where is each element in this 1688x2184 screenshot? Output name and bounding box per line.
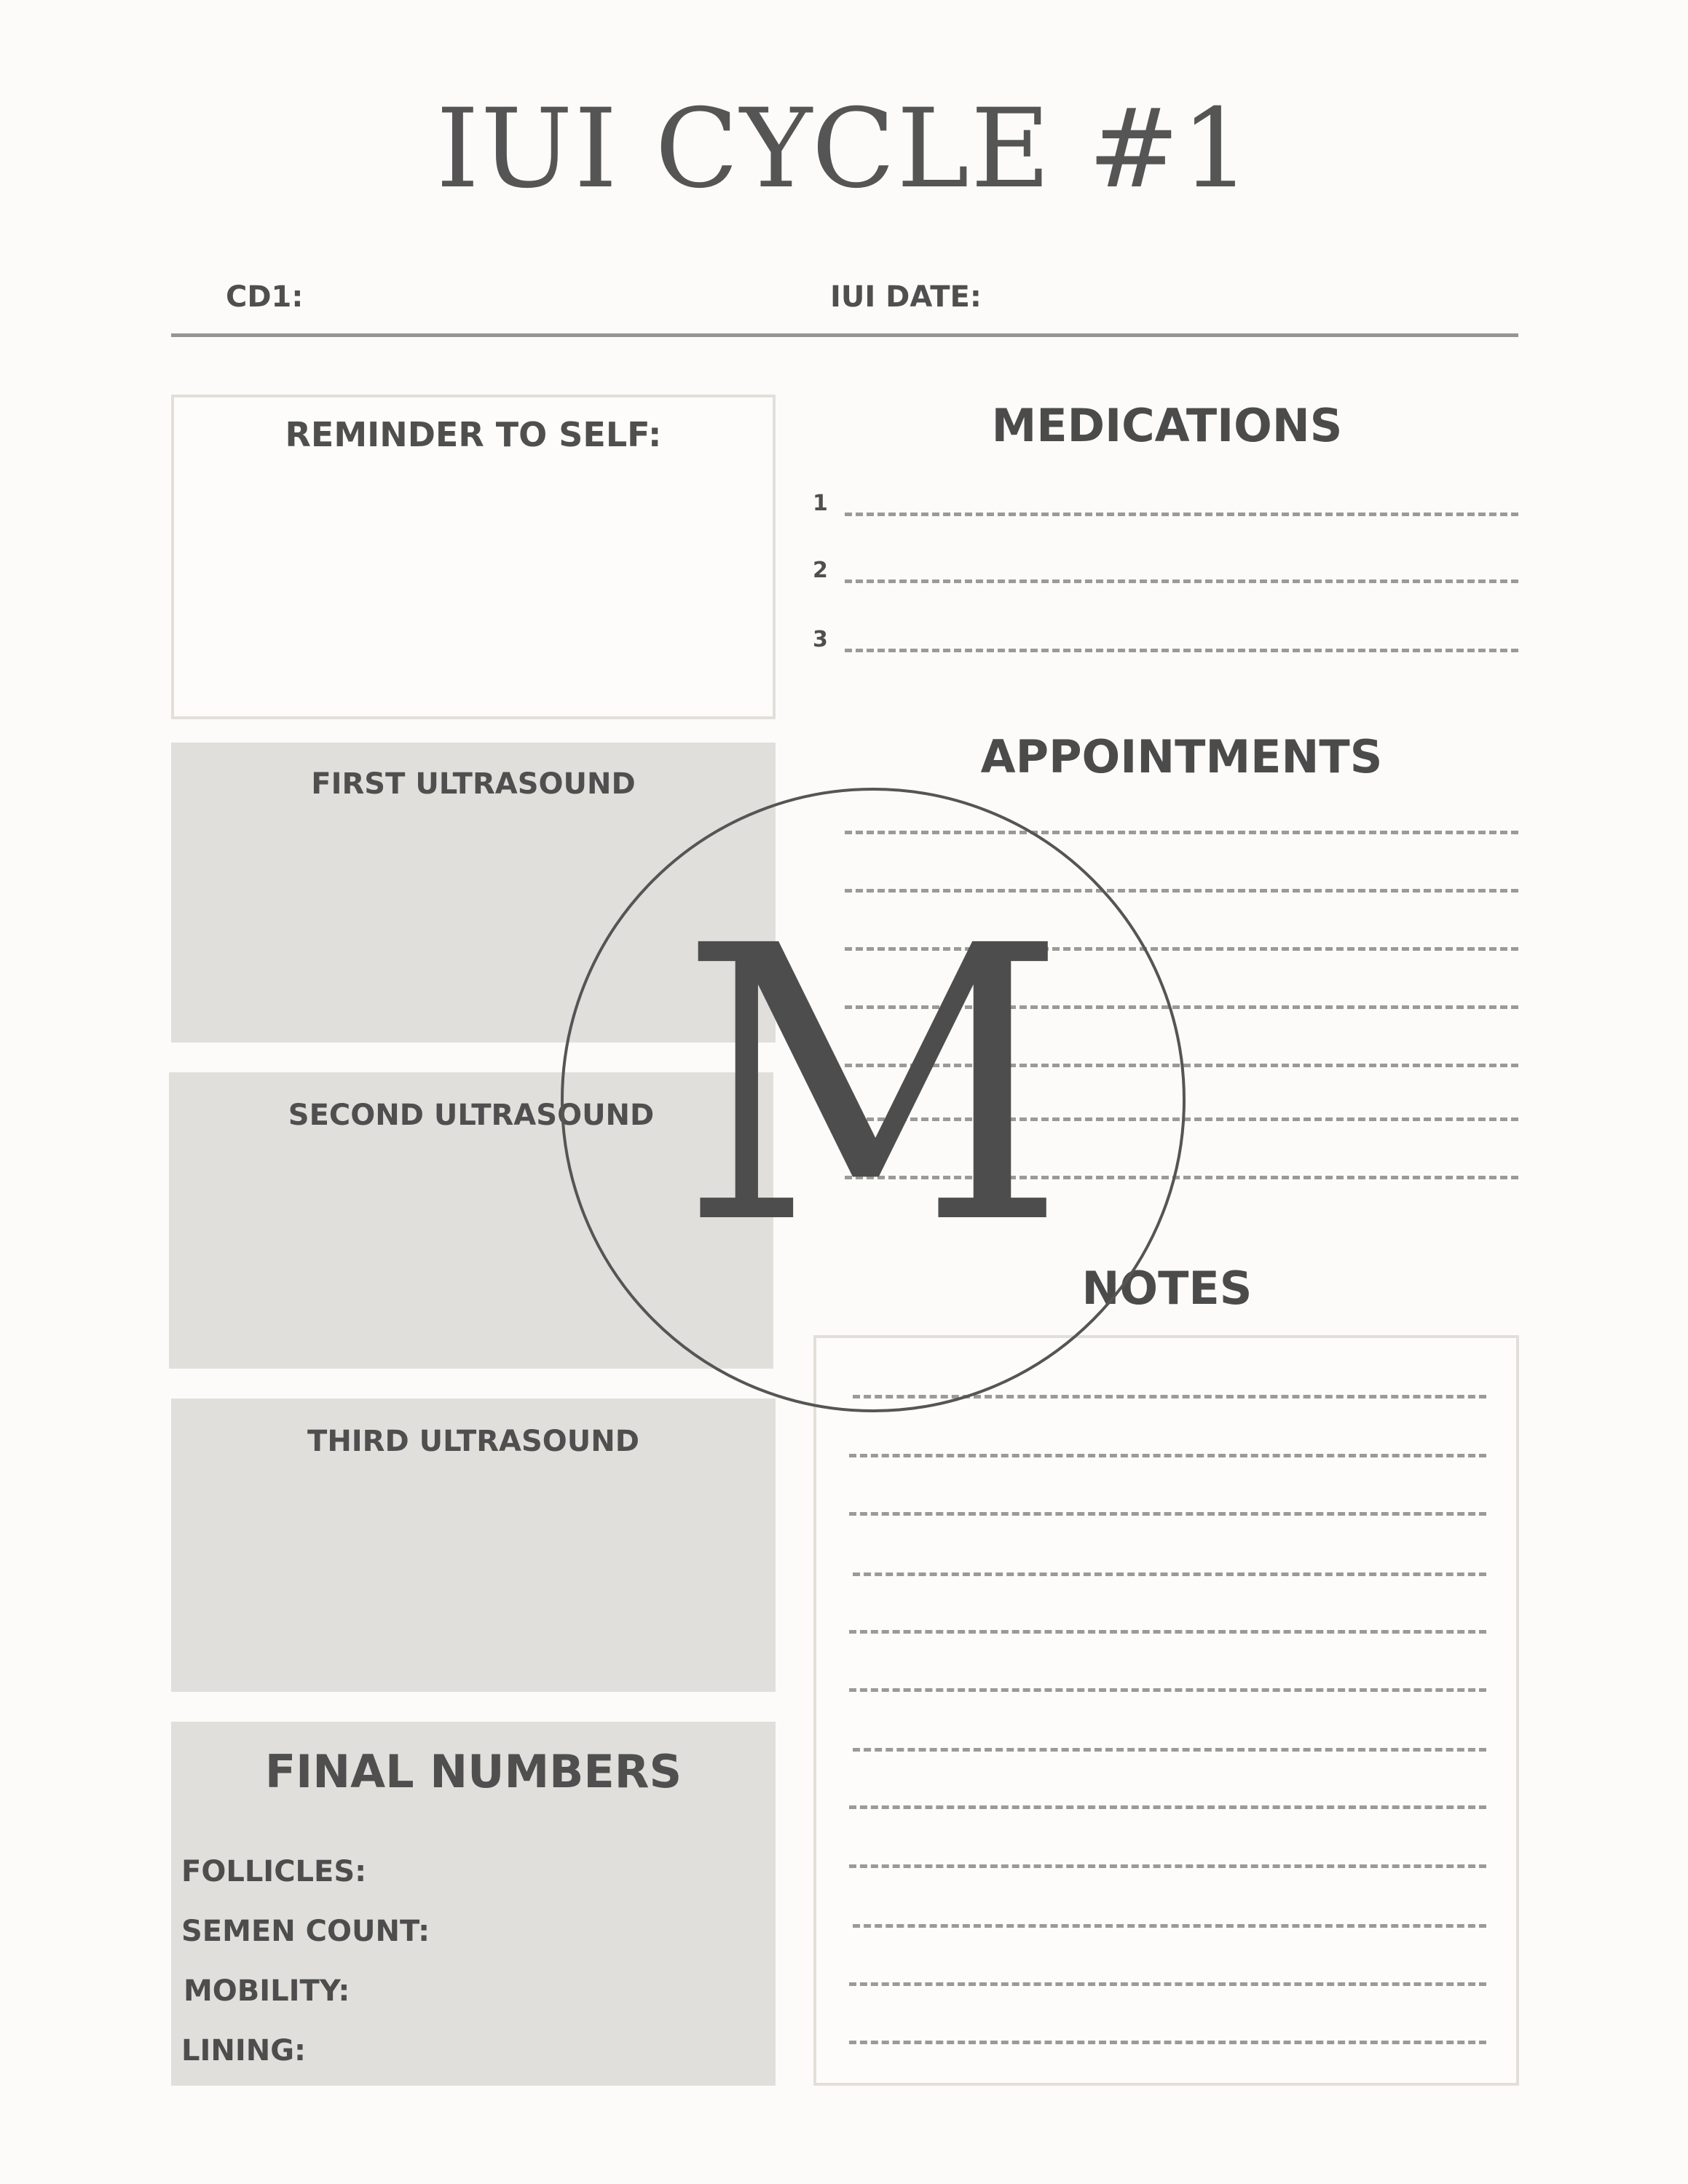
first-ultrasound-title: FIRST ULTRASOUND: [311, 767, 636, 801]
medication-line[interactable]: [845, 513, 1518, 516]
notes-line[interactable]: [849, 1630, 1486, 1634]
iui-date-label: IUI DATE:: [830, 280, 982, 314]
notes-line[interactable]: [853, 1572, 1486, 1576]
semen-count-label: SEMEN COUNT:: [181, 1915, 430, 1948]
notes-box[interactable]: [813, 1335, 1519, 2086]
medication-number: 2: [813, 558, 828, 583]
page-title: IUI CYCLE #1: [435, 86, 1253, 213]
notes-line[interactable]: [849, 1864, 1486, 1868]
notes-line[interactable]: [849, 1512, 1486, 1516]
third-ultrasound-box[interactable]: [171, 1398, 776, 1692]
reminder-title: REMINDER TO SELF:: [285, 415, 662, 454]
notes-line[interactable]: [849, 1688, 1486, 1692]
notes-line[interactable]: [849, 1454, 1486, 1457]
reminder-box[interactable]: [171, 395, 776, 719]
notes-title: NOTES: [1081, 1262, 1253, 1315]
medication-line[interactable]: [845, 649, 1518, 652]
header-divider: [171, 333, 1518, 337]
mobility-label: MOBILITY:: [184, 1974, 350, 2008]
follicles-label: FOLLICLES:: [181, 1855, 367, 1888]
notes-line[interactable]: [849, 1982, 1486, 1986]
notes-line[interactable]: [849, 1805, 1486, 1809]
medication-line[interactable]: [845, 579, 1518, 583]
final-numbers-title: FINAL NUMBERS: [264, 1745, 682, 1798]
cd1-label: CD1:: [226, 280, 304, 314]
lining-label: LINING:: [181, 2034, 307, 2068]
monogram-circle-icon: [559, 786, 1187, 1414]
medication-number: 3: [813, 627, 828, 652]
medication-number: 1: [813, 491, 828, 516]
final-numbers-box: [171, 1722, 776, 2086]
second-ultrasound-title: SECOND ULTRASOUND: [288, 1099, 655, 1132]
notes-line[interactable]: [853, 1924, 1486, 1928]
appointments-title: APPOINTMENTS: [980, 730, 1383, 783]
monogram-svg: [559, 786, 1187, 1414]
notes-line[interactable]: [849, 2041, 1486, 2044]
monogram-letter: M: [679, 866, 1068, 1307]
third-ultrasound-title: THIRD ULTRASOUND: [307, 1425, 639, 1458]
notes-line[interactable]: [853, 1748, 1486, 1752]
medications-title: MEDICATIONS: [991, 399, 1343, 452]
